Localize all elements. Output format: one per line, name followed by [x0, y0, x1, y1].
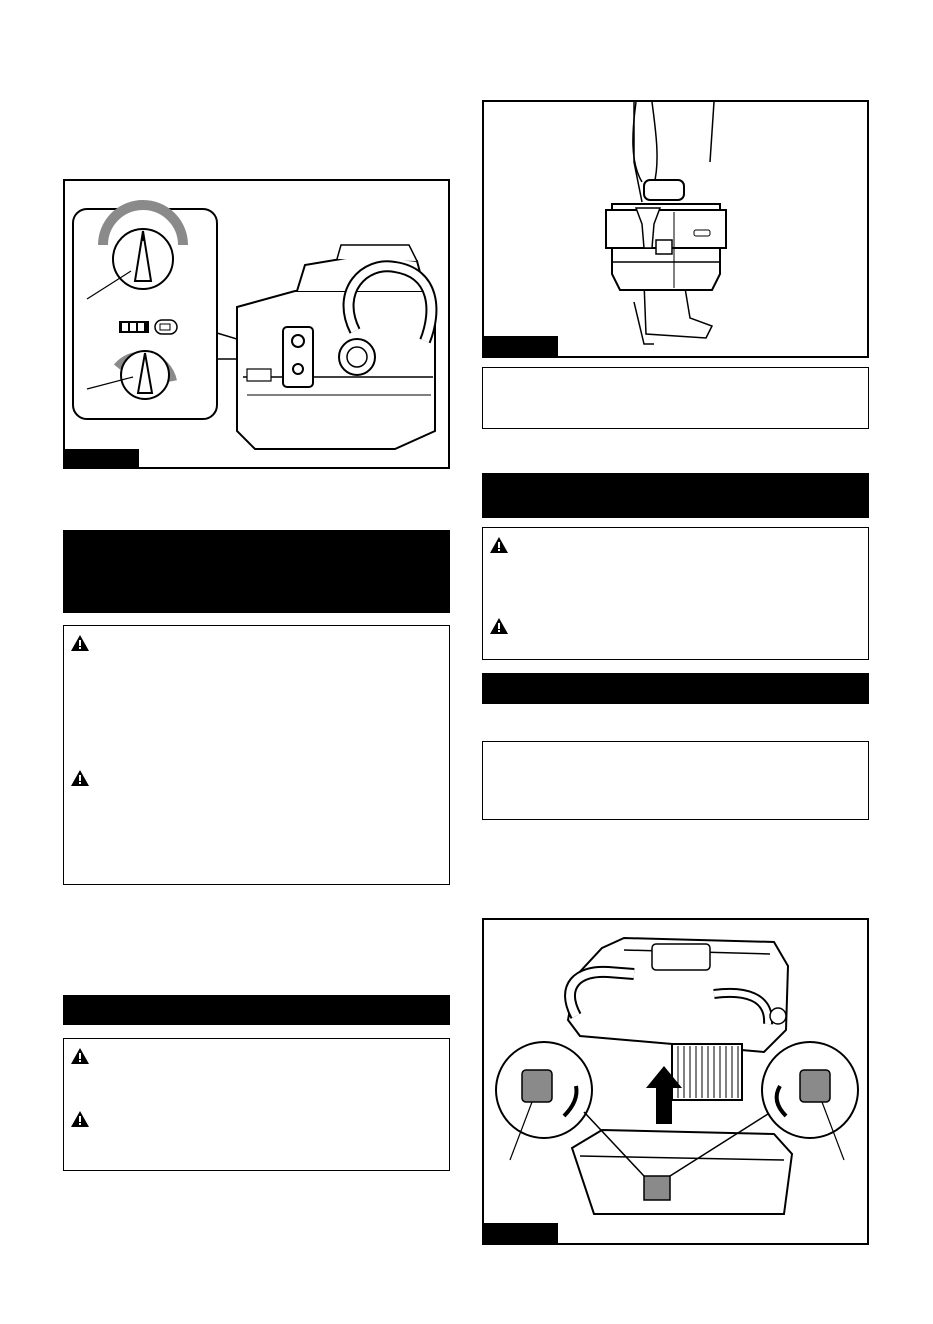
warning-box: [482, 527, 869, 660]
dials-illustration: [65, 181, 448, 467]
figure-suction-dials: [63, 179, 450, 469]
battery-indicator-icon: [119, 320, 177, 334]
figure-number-tag: [484, 336, 558, 356]
section-heading-bar: [63, 530, 450, 613]
warning-box: [63, 625, 450, 885]
warning-triangle-icon: [70, 1110, 90, 1128]
carrying-illustration: [484, 102, 867, 356]
warning-triangle-icon: [489, 617, 509, 635]
figure-number-tag: [65, 449, 139, 467]
note-box: [482, 741, 869, 820]
warning-box: [63, 1038, 450, 1171]
warning-triangle-icon: [489, 536, 509, 554]
section-heading-bar: [482, 473, 869, 518]
figure-tank-removal: [482, 918, 869, 1245]
section-heading-bar: [482, 673, 869, 704]
figure-carrying: [482, 100, 869, 358]
figure-number-tag: [484, 1223, 558, 1243]
warning-triangle-icon: [70, 769, 90, 787]
warning-triangle-icon: [70, 634, 90, 652]
note-box: [482, 367, 869, 429]
section-heading-bar: [63, 995, 450, 1025]
warning-triangle-icon: [70, 1047, 90, 1065]
tank-removal-illustration: [484, 920, 867, 1243]
